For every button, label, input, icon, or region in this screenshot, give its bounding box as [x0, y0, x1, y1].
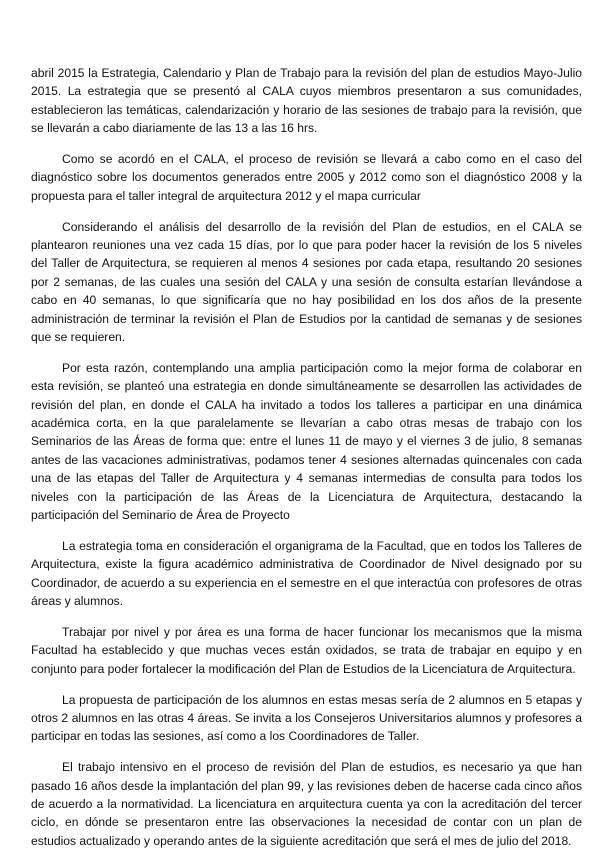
- paragraph-analysis: Considerando el análisis del desarrollo de la revisión del Plan de estudios, en el CALA se plantearon reuniones una vez cada 15 días, por lo que para poder hacer la revisión de los 5 niveles del Taller de Arquitectura, se requieren al menos 4 sesiones por cada etapa, resultando 20 sesiones por 2 semanas, de las cuales una sesión del CALA y una sesión de consulta estarían llevándose a cabo en 40 semanas, lo que significaría que no hay posibilidad en los dos años de la presente administración de terminar la revisión el Plan de Estudios por la cantidad de semanas y de sesiones que se requieren.: [31, 219, 582, 345]
- paragraph-student-participation: La propuesta de participación de los alumnos en estas mesas sería de 2 alumnos en 5 etapas y otros 2 alumnos en las otras 4 áreas. Se invita a los Consejeros Universitarios alumnos y profesores a participar en todas las sesiones, así como a los Coordinadores de Taller.: [31, 692, 582, 744]
- paragraph-cala-agreement: Como se acordó en el CALA, el proceso de revisión se llevará a cabo como en el caso del diagnóstico sobre los documentos generados entre 2005 y 2012 como son el diagnóstico 2008 y la propuesta para el taller integral de arquitectura 2012 y el mapa curricular: [31, 152, 582, 203]
- paragraph-intensive-work: El trabajo intensivo en el proceso de revisión del Plan de estudios, es necesario ya que han pasado 16 años desde la implantación del plan 99, y las revisiones deben de hacerse cada cinco años de acuerdo a la normatividad. La licenciatura en arquitectura cuenta ya con la acreditación del tercer ciclo, en dónde se presentaron entre las observaciones la necesidad de contar con un plan de estudios actualizado y operando antes de la siguiente acreditación que será el mes de julio del 2018.: [31, 760, 582, 848]
- paragraph-organigram: La estrategia toma en consideración el organigrama de la Facultad, que en todos los Talleres de Arquitectura, existe la figura académico administrativa de Coordinador de Nivel designado por su Coordinador, de acuerdo a su experiencia en el semestre en el que interactúa con profesores de otras áreas y alumnos.: [31, 538, 582, 609]
- paragraph-continuation: abril 2015 la Estrategia, Calendario y Plan de Trabajo para la revisión del plan de estudios Mayo-Julio 2015. La estrategia que se presentó al CALA cuyos miembros presentaron a sus comunidades, establecieron las temáticas, calendarización y horario de las sesiones de trabajo para la revisión, que se llevarán a cabo diariamente de las 13 a las 16 hrs.: [31, 66, 582, 136]
- paragraph-work-by-level: Trabajar por nivel y por área es una forma de hacer funcionar los mecanismos que la misma Facultad ha establecido y que muchas veces están oxidados, se trata de trabajar en equipo y en conjunto para poder fortalecer la modificación del Plan de Estudios de la Licenciatura de Arquitectura.: [31, 624, 582, 676]
- document-page: [31, 64, 582, 863]
- paragraph-strategy: Por esta razón, contemplando una amplia participación como la mejor forma de colaborar en esta revisión, se planteó una estrategia en donde simultáneamente se desarrollen las actividades de revisión del plan, en donde el CALA ha invitado a todos los talleres a participar en una dinámica académica corta, en la que paralelamente se llevarían a cabo otras mesas de trabajo con los Seminarios de las Áreas de forma que: entre el lunes 11 de mayo y el viernes 3 de julio, 8 semanas antes de las vacaciones administrativas, podamos tener 4 sesiones alternadas quincenales con cada una de las etapas del Taller de Arquitectura y 4 semanas intermedias de consulta para todos los niveles con la participación de las Áreas de la Licenciatura de Arquitectura, destacando la participación del Seminario de Área de Proyecto: [31, 360, 582, 523]
